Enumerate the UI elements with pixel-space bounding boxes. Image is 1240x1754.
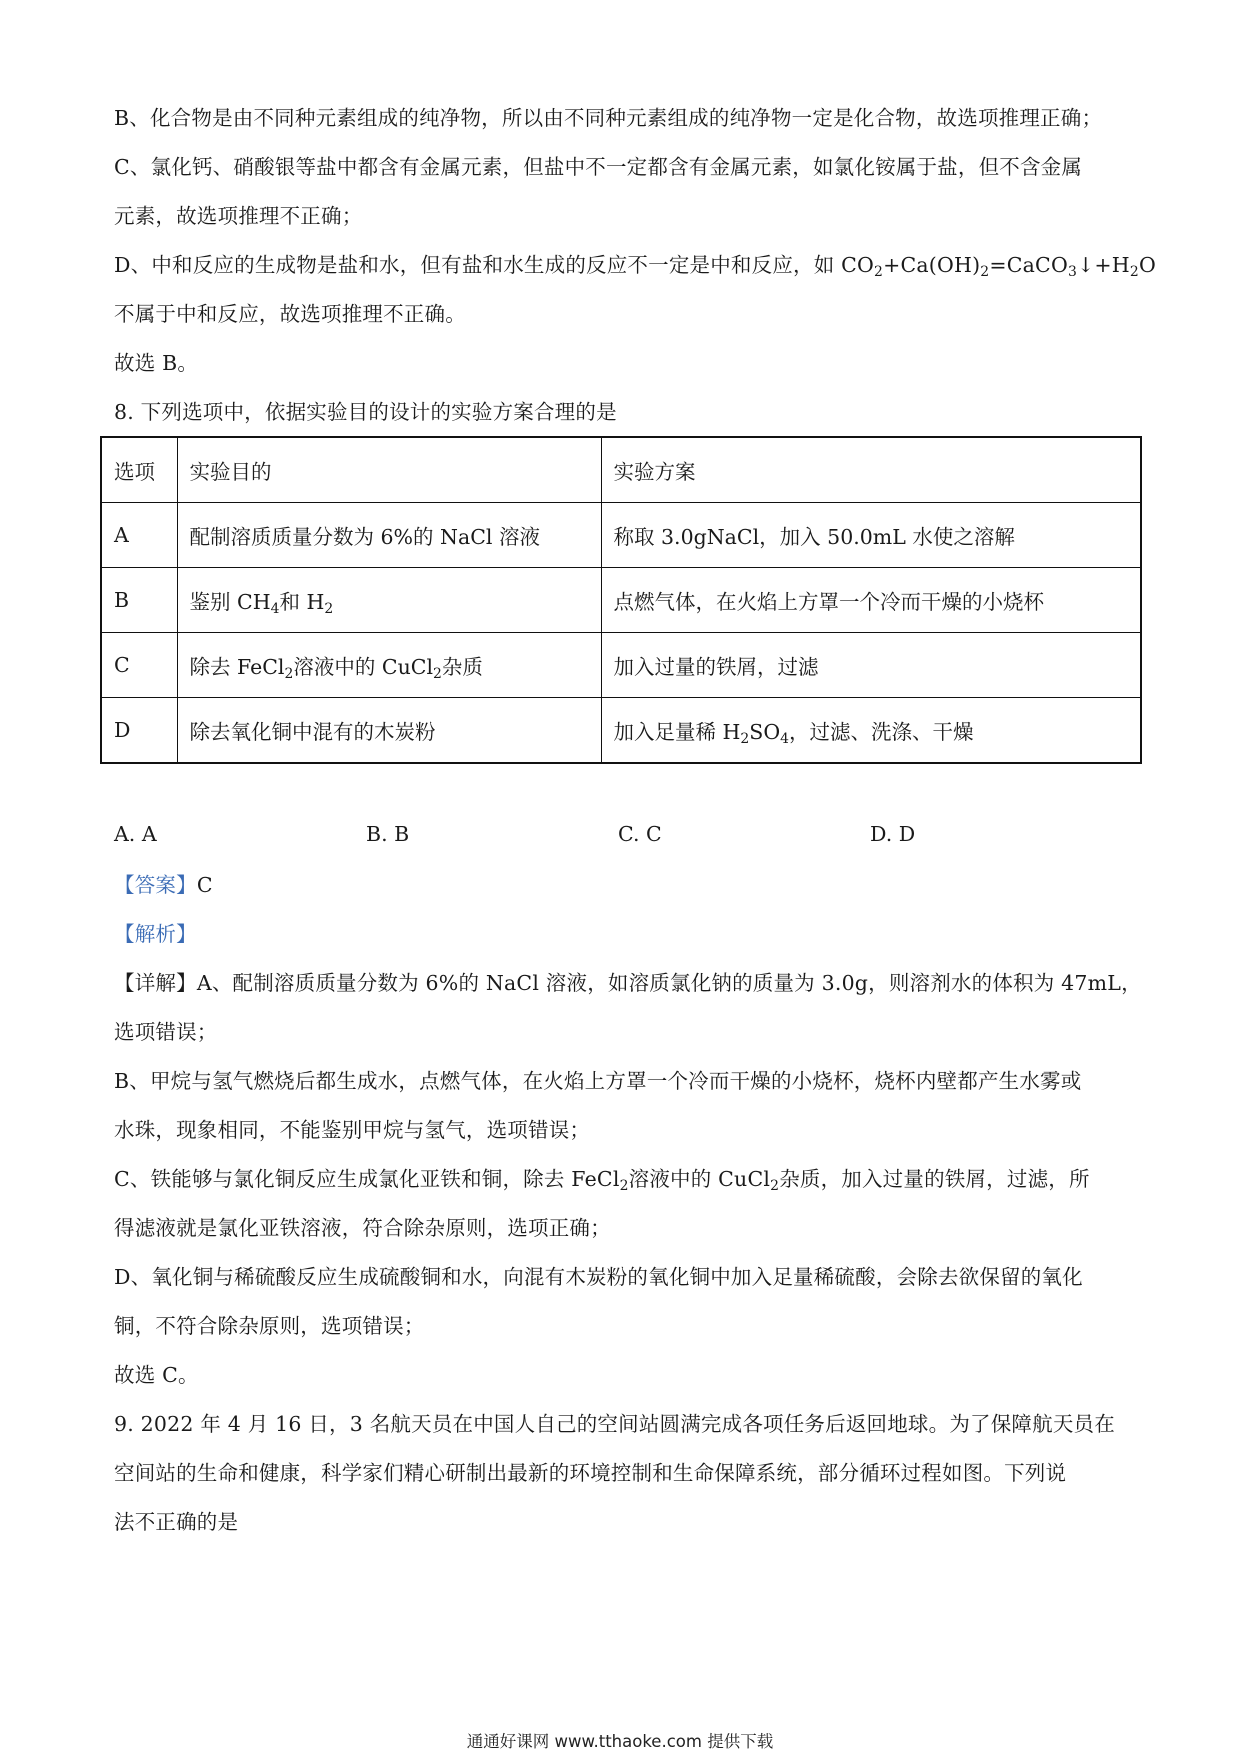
option-d: D. D xyxy=(870,822,916,846)
answer-tag: 【答案】 xyxy=(114,873,197,897)
table-row xyxy=(101,698,1141,764)
detail-line-b2: 水珠，现象相同，不能鉴别甲烷与氢气，选项错误； xyxy=(114,1118,591,1142)
option-b: B. B xyxy=(366,822,410,846)
detail-tag: 【详解】 xyxy=(114,971,197,995)
question-9-line-1: 9. 2022 年 4 月 16 日，3 名航天员在中国人自己的空间站圆满完成各项任务后返回地球。为了保障航天员在 xyxy=(114,1412,1115,1436)
plan-cell: 加入过量的铁屑，过滤 xyxy=(601,633,1141,698)
experiment-table xyxy=(100,436,1142,764)
detail-line-a2: 选项错误； xyxy=(114,1020,218,1044)
footer-source: 通通好课网 www.tthaoke.com 提供下载 xyxy=(466,1732,774,1751)
explanation-line-d1: D、中和反应的生成物是盐和水，但有盐和水生成的反应不一定是中和反应，如 $CO_2+Ca(OH)_2=CaCO_3↓+H_2O$ xyxy=(114,253,1156,280)
question-8-stem: 8. 下列选项中，依据实验目的设计的实验方案合理的是 xyxy=(114,400,617,424)
goal-cell: 鉴别 $CH_4$和 $H_2$ xyxy=(177,568,601,633)
table-row xyxy=(101,503,1141,568)
table-header-cell: 实验方案 xyxy=(601,437,1141,503)
option-cell: C xyxy=(101,633,177,698)
table-header-row xyxy=(101,437,1141,503)
option-cell: D xyxy=(101,698,177,764)
explanation-line-c2: 元素，故选项推理不正确； xyxy=(114,204,363,228)
question-9-line-2: 空间站的生命和健康，科学家们精心研制出最新的环境控制和生命保障系统，部分循环过程如图。下列说 xyxy=(114,1461,1067,1485)
detail-line-b1: B、甲烷与氢气燃烧后都生成水，点燃气体，在火焰上方罩一个冷而干燥的小烧杯，烧杯内壁都产生水雾或 xyxy=(114,1069,1082,1093)
plan-cell: 点燃气体，在火焰上方罩一个冷而干燥的小烧杯 xyxy=(601,568,1141,633)
plan-cell: 称取 3.0gNaCl，加入 50.0mL 水使之溶解 xyxy=(601,503,1141,568)
table-header-cell: 实验目的 xyxy=(177,437,601,503)
goal-cell: 配制溶质质量分数为 6%的 NaCl 溶液 xyxy=(177,503,601,568)
option-cell: B xyxy=(101,568,177,633)
goal-cell: 除去氧化铜中混有的木炭粉 xyxy=(177,698,601,764)
explanation-line-b: B、化合物是由不同种元素组成的纯净物，所以由不同种元素组成的纯净物一定是化合物，故选项推理正确； xyxy=(114,106,1103,130)
analysis-tag: 【解析】 xyxy=(114,922,197,946)
explanation-line-d2: 不属于中和反应，故选项推理不正确。 xyxy=(114,302,466,326)
detail-line-d1: D、氧化铜与稀硫酸反应生成硫酸铜和水，向混有木炭粉的氧化铜中加入足量稀硫酸，会除去欲保留的氧化 xyxy=(114,1265,1083,1289)
table-row xyxy=(101,568,1141,633)
answer-line xyxy=(114,870,1124,900)
answer-options xyxy=(114,822,1124,856)
explanation-line-c1: C、氯化钙、硝酸银等盐中都含有金属元素，但盐中不一定都含有金属元素，如氯化铵属于盐，但不含金属 xyxy=(114,155,1083,179)
detail-line-c1: C、铁能够与氯化铜反应生成氯化亚铁和铜，除去 FeCl$_2$溶液中的 CuCl$_2$杂质，加入过量的铁屑，过滤，所 xyxy=(114,1167,1090,1194)
detail-line-a1: 【详解】A、配制溶质质量分数为 6%的 NaCl 溶液，如溶质氯化钠的质量为 3.0g，则溶剂水的体积为 47mL， xyxy=(114,971,1142,995)
detail-line-d2: 铜，不符合除杂原则，选项错误； xyxy=(114,1314,425,1338)
goal-cell: 除去 FeCl$_2$溶液中的 CuCl$_2$杂质 xyxy=(177,633,601,698)
option-c: C. C xyxy=(618,822,662,846)
choice-line-c: 故选 C。 xyxy=(114,1363,199,1387)
question-9-line-3: 法不正确的是 xyxy=(114,1510,239,1534)
detail-line-c2: 得滤液就是氯化亚铁溶液，符合除杂原则，选项正确； xyxy=(114,1216,611,1240)
choice-line-b: 故选 B。 xyxy=(114,351,199,375)
table-header-cell: 选项 xyxy=(101,437,177,503)
table-row xyxy=(101,633,1141,698)
option-a: A. A xyxy=(114,822,157,846)
option-cell: A xyxy=(101,503,177,568)
plan-cell: 加入足量稀 $H_2SO_4$，过滤、洗涤、干燥 xyxy=(601,698,1141,764)
answer-value: C xyxy=(196,873,213,897)
